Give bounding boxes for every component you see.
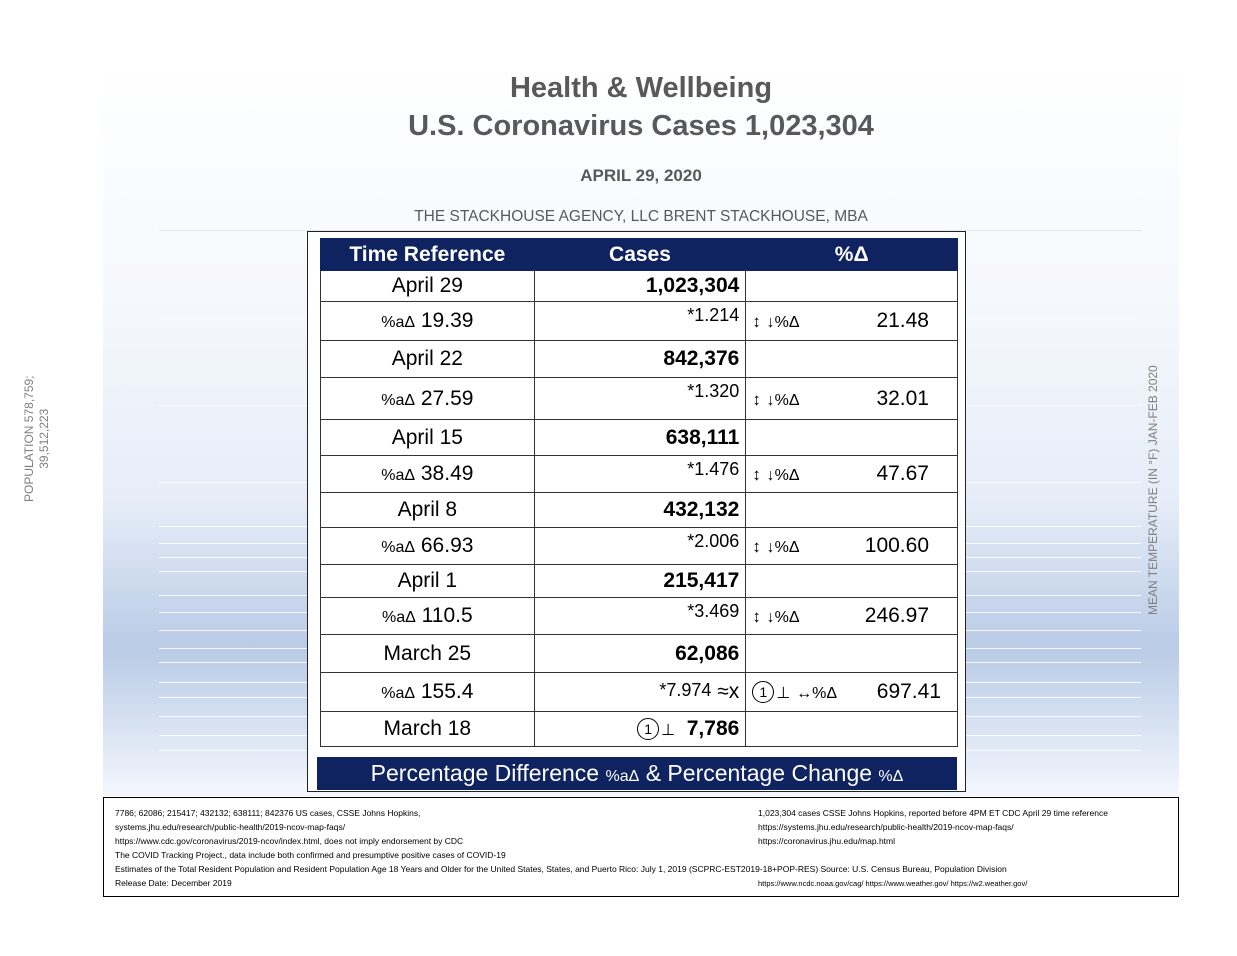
source-note: https://www.ncdc.noaa.gov/cag/ https://www.weather.gov/ https://w2.weather.gov/ [758,879,1028,888]
cases-value: 62,086 [534,635,746,673]
pct-diff-cell [321,378,535,420]
table-row [321,712,958,747]
population-label-line-1: POPULATION 578,759; [22,375,36,502]
source-note: 1,023,304 cases CSSE Johns Hopkins, reported before 4PM ET CDC April 29 time reference [758,808,1108,818]
updown-arrow-icon: ↕ [752,465,761,484]
pct-diff-cell [321,528,535,565]
source-note: https://systems.jhu.edu/research/public-health/2019-ncov-map-faqs/ [758,822,1014,832]
population-label-line-2: 39,512,223 [37,408,51,469]
footer-text-a: Percentage Difference [370,760,606,786]
temperature-label: MEAN TEMPERATURE (IN °F) JAN-FEB 2020 [1146,365,1160,615]
pct-diff-symbol: %aΔ [382,609,416,626]
empty-cell [746,420,958,456]
source-note: 7786; 62086; 215417; 432132; 638111; 842376 US cases, CSSE Johns Hopkins, [115,808,421,818]
pct-diff-symbol: %aΔ [381,314,416,331]
down-pct-icon: ↓%Δ [766,539,800,556]
source-note: https://coronavirus.jhu.edu/map.html [758,836,896,846]
table-row [321,565,958,598]
updown-arrow-icon: ↕ [752,389,761,409]
title-line-2: U.S. Coronavirus Cases 1,023,304 [408,110,874,142]
multiplier-value: *1.476 [687,459,740,479]
pct-change-value: 697.41 [876,680,941,703]
cases-value: 7,786 [686,717,740,740]
pct-diff-value: 19.39 [420,309,474,332]
pct-diff-value: 27.59 [420,386,474,410]
pct-change-value: 246.97 [864,604,929,627]
time-label: March 18 [321,712,535,747]
table-row [321,271,958,302]
source-note: https://www.cdc.gov/coronavirus/2019-ncov/index.html, does not imply endorsement by CDC [115,836,464,846]
pct-change-cell [746,302,958,341]
sources-box [103,797,1179,897]
multiplier-value: *1.320 [687,381,740,401]
pct-diff-symbol: %aΔ [381,467,416,484]
table-row [321,598,958,635]
leftright-pct-icon: ↔%Δ [796,685,838,702]
multiplier-value: *3.469 [687,601,740,621]
empty-cell [746,565,958,598]
header-time-reference: Time Reference [321,239,535,271]
empty-cell [746,712,958,747]
down-pct-icon: ↓%Δ [766,391,800,409]
pct-diff-cell [321,456,535,493]
pct-change-cell [746,456,958,493]
updown-arrow-icon: ↕ [752,607,761,626]
time-label: April 15 [321,420,535,456]
multiplier-cell [534,378,746,420]
table-row [321,493,958,528]
cases-value: 638,111 [534,420,746,456]
pct-diff-cell [321,673,535,712]
time-label: April 29 [321,271,535,302]
table-row [321,673,958,712]
updown-arrow-icon: ↕ [752,537,761,556]
header-cases: Cases [534,239,746,271]
table-row [321,528,958,565]
perp-icon: ⊥ [661,722,676,739]
circled-one-icon: 1 [637,718,659,740]
empty-cell [746,635,958,673]
table-row [321,635,958,673]
table-row [321,302,958,341]
title-line-1: Health & Wellbeing [509,72,773,104]
pct-diff-cell [321,598,535,635]
pct-change-value: 32.01 [876,386,929,410]
pct-change-value: 21.48 [876,309,929,332]
pct-diff-value: 66.93 [420,534,474,557]
time-label: March 25 [321,635,535,673]
source-note: systems.jhu.edu/research/public-health/2019-ncov-map-faqs/ [115,822,346,832]
cases-value: 432,132 [534,493,746,528]
cases-value: 1,023,304 [534,271,746,302]
pct-diff-value: 155.4 [420,680,474,703]
footer-symbol-b: %Δ [878,768,904,785]
table-row [321,341,958,378]
perp-icon: ⊥ [776,685,791,702]
circled-one-icon: 1 [752,681,774,703]
cases-cell [534,712,746,747]
footer-text-b: & Percentage Change [639,760,879,786]
multiplier-cell [534,456,746,493]
report-date: APRIL 29, 2020 [580,166,702,185]
empty-cell [746,271,958,302]
multiplier-value: *2.006 [687,531,740,551]
pct-change-cell [746,378,958,420]
pct-change-value: 100.60 [864,534,929,557]
pct-diff-symbol: %aΔ [381,391,416,409]
source-note: Release Date: December 2019 [115,878,232,888]
cases-table [320,238,958,747]
pct-change-cell [746,673,958,712]
pct-diff-symbol: %aΔ [381,539,416,556]
empty-cell [746,341,958,378]
down-pct-icon: ↓%Δ [766,467,800,484]
multiplier-cell [534,528,746,565]
header-percent-change: %Δ [746,239,958,271]
cases-value: 215,417 [534,565,746,598]
pct-diff-symbol: %aΔ [381,685,416,702]
table-row [321,456,958,493]
table-footer-legend [317,757,957,790]
source-note: Estimates of the Total Resident Population and Resident Population Age 18 Years and Older for the United States, States, and Puerto Rico: July 1, 2019 (SCPRC-EST2019-18+POP-RES) Source: U.S. Census Bureau, Population Division [115,864,1007,874]
multiplier-value: *1.214 [687,305,740,325]
approx-symbol: ≈x [717,680,740,703]
pct-diff-cell [321,302,535,341]
time-label: April 1 [321,565,535,598]
multiplier-value: *7.974 [659,680,712,700]
empty-cell [746,493,958,528]
down-pct-icon: ↓%Δ [766,314,800,331]
time-label: April 8 [321,493,535,528]
time-label: April 22 [321,341,535,378]
table-row [321,378,958,420]
down-pct-icon: ↓%Δ [766,609,800,626]
pct-change-cell [746,598,958,635]
multiplier-cell [534,302,746,341]
updown-arrow-icon: ↕ [752,312,761,331]
table-header-row [321,239,958,271]
pct-diff-value: 38.49 [420,462,474,485]
table-row [321,420,958,456]
cases-value: 842,376 [534,341,746,378]
agency-line: THE STACKHOUSE AGENCY, LLC BRENT STACKHOUSE, MBA [414,208,868,225]
pct-change-cell [746,528,958,565]
population-label [22,375,52,502]
pct-change-value: 47.67 [876,462,929,485]
pct-diff-value: 110.5 [421,604,473,627]
multiplier-cell [534,673,746,712]
footer-symbol-a: %aΔ [605,768,640,785]
source-note: The COVID Tracking Project., data include both confirmed and presumptive positive cases of COVID-19 [115,850,506,860]
multiplier-cell [534,598,746,635]
